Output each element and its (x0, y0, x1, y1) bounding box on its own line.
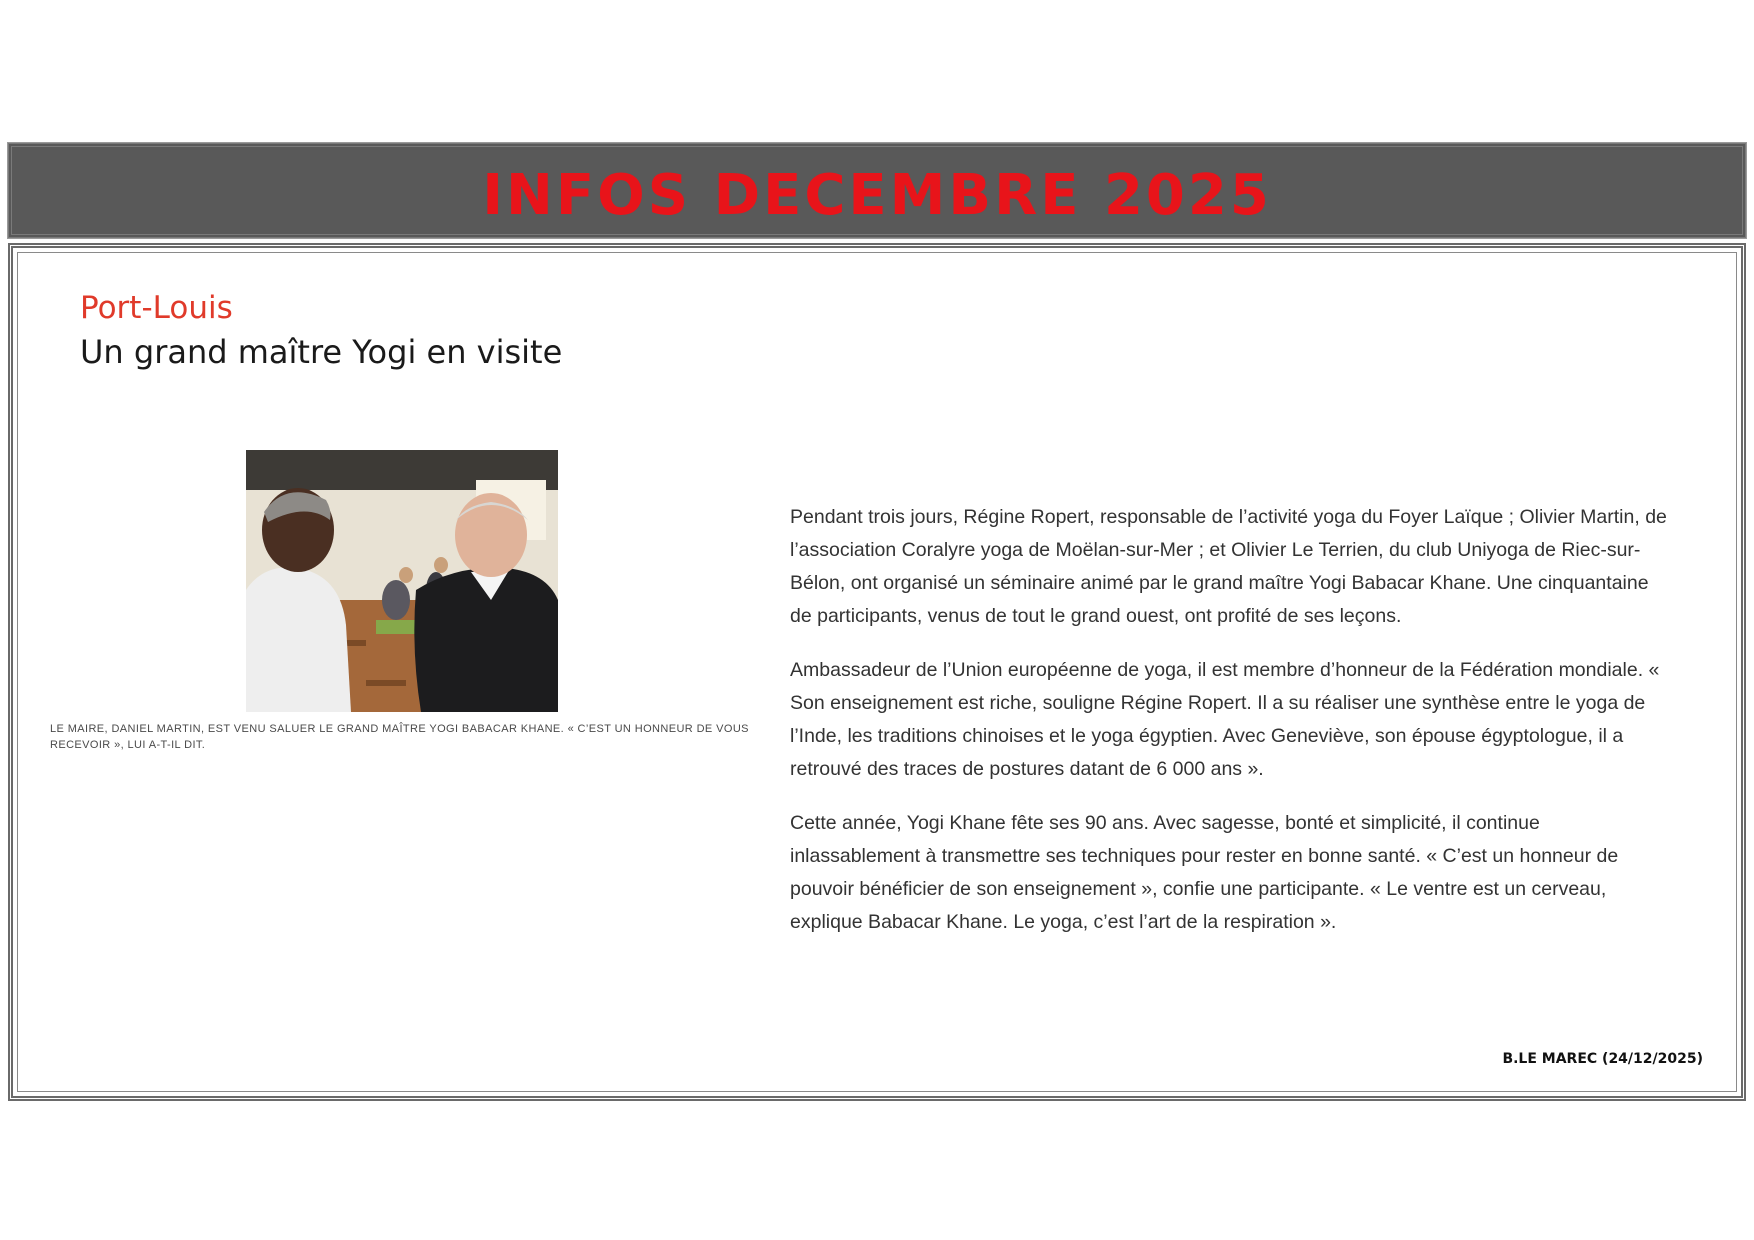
article-paragraph: Cette année, Yogi Khane fête ses 90 ans. Avec sagesse, bonté et simplicité, il continue inlassablement à transmettre ses techniques pour rester en bonne santé. « C’est un honneur de pouvoir bénéficier de son enseignement », confie une participante. « Le ventre est un cerveau, explique Babacar Khane. Le yoga, c’est l’art de la respiration ». (790, 812, 1619, 933)
article-location: Port-Louis (80, 290, 233, 326)
article-paragraph: Ambassadeur de l’Union européenne de yoga, il est membre d’honneur de la Fédération mondiale. « Son enseignement est riche, souligne Régine Ropert. Il a su réaliser une synthèse entre le yoga de l’Inde, les traditions chinoises et le yoga égyptien. Avec Geneviève, son épouse égyptologue, il a retrouvé des traces de postures datant de 6 000 ans ». (790, 659, 1660, 780)
banner-title: INFOS DECEMBRE 2025 (482, 163, 1272, 228)
article-headline: Un grand maître Yogi en visite (80, 333, 563, 371)
article-body (790, 501, 1670, 960)
article-paragraph: Pendant trois jours, Régine Ropert, responsable de l’activité yoga du Foyer Laïque ; Olivier Martin, de l’association Coralyre yoga de Moëlan-sur-Mer ; et Olivier Le Terrien, du club Uniyoga de Riec-sur-Bélon, ont organisé un séminaire animé par le grand maître Yogi Babacar Khane. Une cinquantaine de participants, venus de tout le grand ouest, ont profité de ses leçons. (790, 506, 1667, 627)
author-credit: B.LE MAREC (24/12/2025) (1502, 1051, 1703, 1067)
photo-caption: LE MAIRE, DANIEL MARTIN, EST VENU SALUER LE GRAND MAÎTRE YOGI BABACAR KHANE. « C’EST UN HONNEUR DE VOUS RECEVOIR », LUI A-T-IL DIT. (50, 723, 749, 751)
article-photo (246, 450, 558, 712)
header-banner (8, 143, 1746, 238)
photo-illustration (246, 450, 558, 712)
